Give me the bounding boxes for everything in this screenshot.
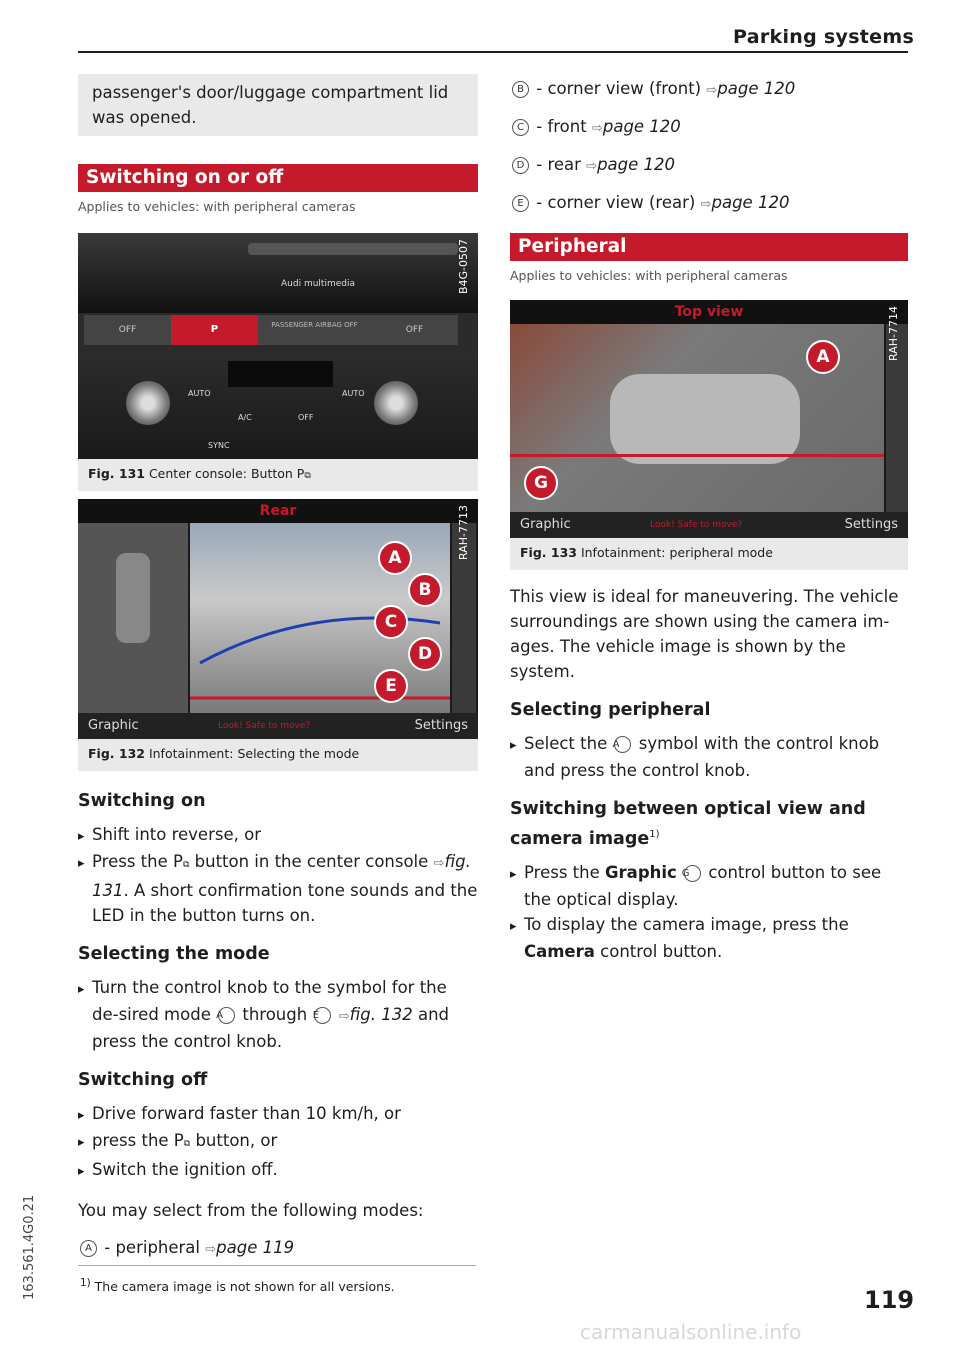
mode-d-line: D - rear ⇨page 120 [510,152,908,179]
page-reference[interactable]: page 120 [711,193,790,212]
sync-button[interactable]: SYNC [208,441,230,450]
figure-number: Fig. 133 [520,545,577,560]
applies-note: Applies to vehicles: with peripheral cameras [78,199,356,214]
watermark: carmanualsonline.info [580,1320,802,1344]
figure-caption-text: Infotainment: peripheral mode [580,545,773,560]
heading-switching-off: Switching off [78,1070,208,1090]
settings-softkey[interactable]: Settings [844,517,898,532]
figure-133 [510,300,908,538]
mode-b-line: B - corner view (front) ⇨page 120 [510,76,908,103]
left-temperature-knob[interactable] [126,381,170,425]
figure-caption-text: Infotainment: Selecting the mode [148,746,360,761]
graphic-softkey[interactable]: Graphic [88,718,139,733]
graphic-softkey[interactable]: Graphic [520,517,571,532]
list-item: ▸ Turn the control knob to the symbol for the de-sired mode A through E ⇨fig. 132 and press the control knob. [78,975,478,1054]
right-temperature-knob[interactable] [374,381,418,425]
applies-note: Applies to vehicles: with peripheral cameras [510,268,788,283]
header-rule [78,51,908,53]
screen-title: Rear [78,499,478,523]
climate-panel [78,353,478,459]
mode-marker-c: C [374,605,408,639]
list-item: ▸ press the P⧉ button, or [78,1128,478,1157]
page-number: 119 [864,1286,915,1314]
mode-a-line: A - peripheral ⇨page 119 [78,1235,478,1262]
page-reference[interactable]: page 120 [597,155,676,174]
car-top-graphic [610,374,800,464]
climate-display [228,361,333,387]
list-item: ▸ Drive forward faster than 10 km/h, or [78,1101,478,1128]
figure-number: Fig. 131 [88,466,145,481]
camera-off-button[interactable]: OFF [118,325,137,335]
screen-title: Top view [510,300,908,324]
figure-code: B4G-0507 [457,239,470,295]
modes-intro: You may select from the following modes: [78,1201,424,1220]
heading-selecting-mode: Selecting the mode [78,944,270,964]
figure-reference[interactable]: fig. 131 [92,852,471,900]
mode-marker-e: E [374,669,408,703]
warning-text: Look! Safe to move? [650,520,743,530]
mode-marker-a: A [378,541,412,575]
figure-code: RAH-7714 [887,306,900,361]
mode-c-line: C - front ⇨page 120 [510,114,908,141]
list-item: ▸ Shift into reverse, or [78,822,478,849]
figure-133-caption [510,538,908,570]
figure-131-caption: Fig. 131 Center console: Button P⧉ [78,459,478,491]
button-row [84,315,458,345]
marker-a: A [806,340,840,374]
list-item: ▸ Switch the ignition off. [78,1157,478,1184]
continuation-note: passenger's door/luggage compartment lid was opened. [78,74,478,136]
heading-switching-view: Switching between optical view and camera image$^{1)}$ [510,799,866,849]
figure-number: Fig. 132 [88,746,145,761]
heading-selecting-peripheral: Selecting peripheral [510,700,711,720]
figure-132 [78,499,478,739]
figure-code: RAH-7713 [457,505,470,560]
park-assist-button[interactable]: P [171,315,258,345]
mode-marker-d: D [408,637,442,671]
document-code: 163.561.4G0.21 [22,1194,37,1300]
figure-caption-text: Center console: Button P [148,466,305,481]
footnote-rule [78,1265,476,1266]
display-label: Audi multimedia [281,279,355,289]
infotainment-unit [78,233,478,313]
heading-switching-on: Switching on [78,791,206,811]
settings-softkey[interactable]: Settings [414,718,468,733]
mode-marker-b: B [408,573,442,607]
mode-e-line: E - corner view (rear) ⇨page 120 [510,190,908,217]
climate-off-button[interactable]: OFF [298,413,314,422]
marker-g: G [524,466,558,500]
passenger-airbag-indicator: PASSENGER AIRBAG OFF [271,321,358,329]
left-column [78,74,478,1262]
screen-bottom-bar [510,512,908,538]
warning-text: Look! Safe to move? [218,721,311,731]
footnote: $^{1)}$ The camera image is not shown for all versions. [80,1277,395,1295]
auto-left-button[interactable]: AUTO [188,389,211,398]
auto-right-button[interactable]: AUTO [342,389,365,398]
running-header: Parking systems [733,26,915,48]
figure-132-caption [78,739,478,771]
disc-slot [248,243,458,255]
page-reference[interactable]: page 120 [602,117,681,136]
page-reference[interactable]: page 120 [717,79,796,98]
vehicle-overview [78,523,188,713]
list-item: ▸ Press the P⧉ button in the center console ⇨fig. 131. A short confirmation tone sounds and the LED in the button turns on. [78,849,478,928]
section-heading-switching: Switching on or off [78,164,478,192]
right-column [510,76,908,964]
figure-reference[interactable]: fig. 132 [349,1005,413,1024]
list-item: ▸ To display the camera image, press the Camera control button. [510,912,908,964]
list-item: ▸ Press the Graphic G control button to see the optical display. [510,860,908,912]
figure-131 [78,233,478,459]
screen-bottom-bar [78,713,478,739]
section-heading-peripheral: Peripheral [510,233,908,261]
page-reference[interactable]: page 119 [216,1238,295,1257]
body-paragraph: This view is ideal for maneuvering. The vehicle surroundings are shown using the camera im-ages. The vehicle image is shown by the system. [510,587,899,681]
guide-line [510,454,884,457]
ac-button[interactable]: A/C [238,413,252,422]
list-item: ▸ Select the A symbol with the control knob and press the control knob. [510,731,908,783]
car-graphic [116,553,150,643]
start-stop-off-button[interactable]: OFF [405,325,424,335]
